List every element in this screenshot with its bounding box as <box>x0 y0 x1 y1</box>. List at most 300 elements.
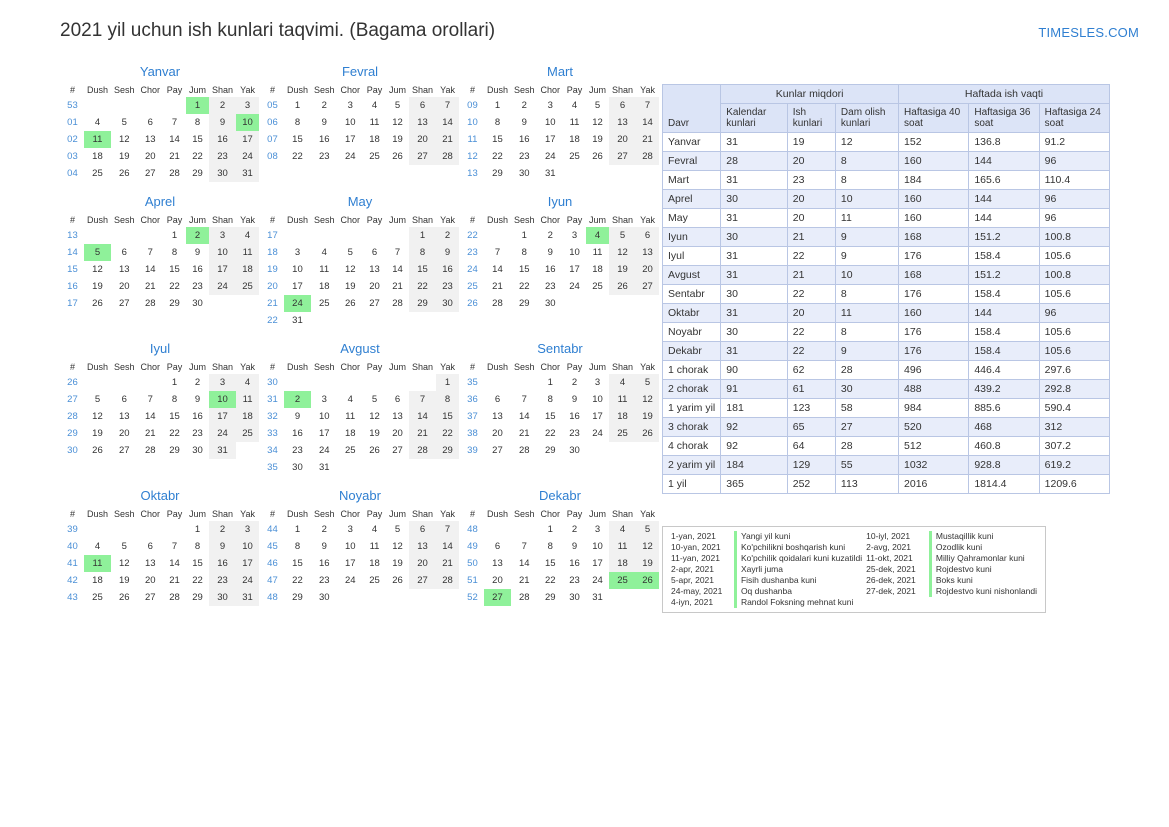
day-cell[interactable]: 19 <box>92 281 103 292</box>
day-cell[interactable]: 16 <box>569 558 580 569</box>
day-cell[interactable]: 8 <box>547 541 553 552</box>
day-cell[interactable]: 20 <box>118 281 130 292</box>
day-cell[interactable]: 9 <box>321 541 327 552</box>
day-cell[interactable]: 1 <box>521 230 527 241</box>
day-cell[interactable]: 29 <box>544 445 556 456</box>
day-cell[interactable]: 10 <box>344 117 356 128</box>
day-cell[interactable]: 17 <box>592 558 603 569</box>
day-cell[interactable]: 30 <box>318 592 330 603</box>
day-cell[interactable]: 8 <box>409 244 436 261</box>
day-cell[interactable]: 29 <box>544 592 556 603</box>
day-cell[interactable]: 4 <box>321 247 327 258</box>
day-cell[interactable]: 10 <box>209 244 236 261</box>
day-cell[interactable]: 18 <box>318 281 330 292</box>
day-cell[interactable]: 17 <box>236 555 259 572</box>
day-cell[interactable]: 9 <box>571 541 578 552</box>
day-cell[interactable]: 28 <box>518 445 530 456</box>
day-cell[interactable]: 6 <box>636 227 659 244</box>
day-cell[interactable]: 29 <box>436 442 459 459</box>
day-cell[interactable]: 13 <box>492 558 503 569</box>
day-cell[interactable]: 5 <box>594 100 601 111</box>
day-cell[interactable]: 5 <box>636 521 659 538</box>
day-cell[interactable]: 21 <box>518 428 530 439</box>
day-cell[interactable]: 19 <box>118 575 130 586</box>
day-cell[interactable]: 4 <box>347 394 353 405</box>
day-cell[interactable]: 31 <box>318 462 330 473</box>
day-cell[interactable]: 31 <box>292 315 303 326</box>
day-cell[interactable]: 2 <box>571 524 578 535</box>
day-cell[interactable]: 22 <box>169 428 180 439</box>
day-cell[interactable]: 19 <box>369 428 380 439</box>
day-cell[interactable]: 22 <box>292 575 303 586</box>
day-cell[interactable]: 11 <box>609 391 636 408</box>
day-cell[interactable]: 12 <box>592 117 603 128</box>
day-cell[interactable]: 2 <box>209 97 236 114</box>
day-cell[interactable]: 11 <box>369 117 380 128</box>
day-cell[interactable]: 17 <box>209 408 236 425</box>
day-cell[interactable]: 11 <box>84 555 111 572</box>
day-cell[interactable]: 31 <box>209 442 236 459</box>
day-cell[interactable]: 19 <box>636 408 659 425</box>
day-cell[interactable]: 18 <box>344 428 356 439</box>
day-cell[interactable]: 9 <box>547 247 553 258</box>
day-cell[interactable]: 11 <box>319 264 330 275</box>
day-cell[interactable]: 14 <box>436 114 459 131</box>
day-cell[interactable]: 6 <box>121 247 127 258</box>
day-cell[interactable]: 6 <box>371 247 378 258</box>
day-cell[interactable]: 9 <box>436 244 459 261</box>
day-cell[interactable]: 5 <box>609 227 636 244</box>
day-cell[interactable]: 13 <box>409 538 436 555</box>
day-cell[interactable]: 13 <box>144 558 156 569</box>
day-cell[interactable]: 12 <box>369 411 380 422</box>
day-cell[interactable]: 23 <box>209 148 236 165</box>
day-cell[interactable]: 25 <box>236 278 259 295</box>
day-cell[interactable]: 3 <box>321 394 327 405</box>
day-cell[interactable]: 2 <box>209 521 236 538</box>
day-cell[interactable]: 7 <box>436 97 459 114</box>
day-cell[interactable]: 31 <box>236 589 259 606</box>
day-cell[interactable]: 20 <box>636 261 659 278</box>
day-cell[interactable]: 29 <box>192 592 203 603</box>
day-cell[interactable]: 25 <box>236 425 259 442</box>
day-cell[interactable]: 19 <box>392 558 403 569</box>
day-cell[interactable]: 23 <box>518 151 530 162</box>
day-cell[interactable]: 1 <box>194 524 201 535</box>
day-cell[interactable]: 13 <box>492 411 503 422</box>
day-cell[interactable]: 25 <box>609 572 636 589</box>
day-cell[interactable]: 15 <box>169 264 180 275</box>
day-cell[interactable]: 25 <box>369 575 380 586</box>
day-cell[interactable]: 10 <box>209 391 236 408</box>
day-cell[interactable]: 4 <box>609 374 636 391</box>
day-cell[interactable]: 8 <box>547 394 553 405</box>
day-cell[interactable]: 24 <box>344 575 356 586</box>
day-cell[interactable]: 24 <box>284 295 311 312</box>
day-cell[interactable]: 20 <box>609 131 636 148</box>
day-cell[interactable]: 23 <box>569 575 580 586</box>
day-cell[interactable]: 17 <box>209 261 236 278</box>
day-cell[interactable]: 14 <box>144 264 156 275</box>
day-cell[interactable]: 29 <box>169 298 180 309</box>
day-cell[interactable]: 6 <box>147 117 153 128</box>
day-cell[interactable]: 28 <box>436 148 459 165</box>
day-cell[interactable]: 24 <box>569 281 580 292</box>
day-cell[interactable]: 8 <box>194 541 201 552</box>
day-cell[interactable]: 2 <box>194 377 201 388</box>
day-cell[interactable]: 30 <box>518 168 530 179</box>
day-cell[interactable]: 13 <box>118 411 130 422</box>
day-cell[interactable]: 23 <box>209 572 236 589</box>
day-cell[interactable]: 29 <box>192 168 203 179</box>
day-cell[interactable]: 9 <box>321 117 327 128</box>
day-cell[interactable]: 14 <box>169 134 180 145</box>
day-cell[interactable]: 15 <box>518 264 530 275</box>
day-cell[interactable]: 20 <box>409 555 436 572</box>
day-cell[interactable]: 3 <box>209 374 236 391</box>
day-cell[interactable]: 2 <box>547 230 553 241</box>
day-cell[interactable]: 28 <box>409 442 436 459</box>
day-cell[interactable]: 17 <box>569 264 580 275</box>
day-cell[interactable]: 3 <box>347 524 353 535</box>
day-cell[interactable]: 21 <box>436 131 459 148</box>
day-cell[interactable]: 19 <box>609 261 636 278</box>
day-cell[interactable]: 12 <box>392 541 403 552</box>
day-cell[interactable]: 2 <box>321 100 327 111</box>
day-cell[interactable]: 23 <box>292 445 303 456</box>
day-cell[interactable]: 10 <box>344 541 356 552</box>
day-cell[interactable]: 13 <box>392 411 403 422</box>
day-cell[interactable]: 3 <box>547 100 553 111</box>
day-cell[interactable]: 27 <box>409 572 436 589</box>
day-cell[interactable]: 24 <box>209 278 236 295</box>
day-cell[interactable]: 10 <box>318 411 330 422</box>
day-cell[interactable]: 20 <box>409 131 436 148</box>
day-cell[interactable]: 4 <box>609 521 636 538</box>
day-cell[interactable]: 8 <box>436 391 459 408</box>
day-cell[interactable]: 3 <box>236 97 259 114</box>
day-cell[interactable]: 8 <box>171 394 178 405</box>
day-cell[interactable]: 12 <box>609 244 636 261</box>
day-cell[interactable]: 27 <box>369 298 380 309</box>
day-cell[interactable]: 9 <box>294 411 301 422</box>
day-cell[interactable]: 26 <box>344 298 356 309</box>
day-cell[interactable]: 27 <box>392 445 403 456</box>
day-cell[interactable]: 2 <box>571 377 578 388</box>
day-cell[interactable]: 19 <box>636 555 659 572</box>
day-cell[interactable]: 10 <box>569 247 580 258</box>
day-cell[interactable]: 30 <box>209 589 236 606</box>
day-cell[interactable]: 15 <box>544 411 556 422</box>
day-cell[interactable]: 25 <box>569 151 580 162</box>
day-cell[interactable]: 16 <box>318 558 330 569</box>
day-cell[interactable]: 15 <box>292 558 303 569</box>
day-cell[interactable]: 5 <box>347 247 353 258</box>
day-cell[interactable]: 28 <box>169 592 180 603</box>
day-cell[interactable]: 12 <box>118 134 130 145</box>
day-cell[interactable]: 24 <box>592 428 603 439</box>
day-cell[interactable]: 20 <box>392 428 403 439</box>
day-cell[interactable]: 29 <box>518 298 530 309</box>
day-cell[interactable]: 23 <box>192 428 203 439</box>
day-cell[interactable]: 29 <box>409 295 436 312</box>
day-cell[interactable]: 17 <box>318 428 330 439</box>
day-cell[interactable]: 31 <box>544 168 556 179</box>
day-cell[interactable]: 2 <box>321 524 327 535</box>
day-cell[interactable]: 25 <box>592 281 603 292</box>
day-cell[interactable]: 10 <box>592 394 603 405</box>
day-cell[interactable]: 20 <box>492 428 503 439</box>
day-cell[interactable]: 16 <box>518 134 530 145</box>
day-cell[interactable]: 11 <box>236 244 259 261</box>
day-cell[interactable]: 8 <box>521 247 527 258</box>
day-cell[interactable]: 6 <box>409 97 436 114</box>
day-cell[interactable]: 18 <box>569 134 580 145</box>
day-cell[interactable]: 9 <box>194 394 201 405</box>
day-cell[interactable]: 14 <box>144 411 156 422</box>
day-cell[interactable]: 1 <box>186 97 209 114</box>
day-cell[interactable]: 9 <box>194 247 201 258</box>
day-cell[interactable]: 21 <box>392 281 403 292</box>
day-cell[interactable]: 7 <box>409 391 436 408</box>
day-cell[interactable]: 23 <box>192 281 203 292</box>
day-cell[interactable]: 21 <box>436 555 459 572</box>
day-cell[interactable]: 26 <box>369 445 380 456</box>
day-cell[interactable]: 4 <box>371 100 378 111</box>
day-cell[interactable]: 6 <box>409 521 436 538</box>
day-cell[interactable]: 30 <box>209 165 236 182</box>
day-cell[interactable]: 16 <box>192 411 203 422</box>
day-cell[interactable]: 23 <box>318 151 330 162</box>
day-cell[interactable]: 27 <box>118 445 130 456</box>
day-cell[interactable]: 20 <box>492 575 503 586</box>
day-cell[interactable]: 12 <box>636 391 659 408</box>
day-cell[interactable]: 13 <box>636 244 659 261</box>
day-cell[interactable]: 21 <box>144 428 156 439</box>
day-cell[interactable]: 12 <box>636 538 659 555</box>
day-cell[interactable]: 18 <box>236 408 259 425</box>
day-cell[interactable]: 7 <box>394 247 401 258</box>
day-cell[interactable]: 30 <box>192 445 203 456</box>
day-cell[interactable]: 24 <box>344 151 356 162</box>
day-cell[interactable]: 11 <box>592 247 603 258</box>
day-cell[interactable]: 27 <box>118 298 130 309</box>
day-cell[interactable]: 3 <box>236 521 259 538</box>
day-cell[interactable]: 18 <box>92 575 103 586</box>
day-cell[interactable]: 6 <box>121 394 127 405</box>
day-cell[interactable]: 17 <box>592 411 603 422</box>
day-cell[interactable]: 21 <box>409 425 436 442</box>
day-cell[interactable]: 1 <box>436 374 459 391</box>
day-cell[interactable]: 6 <box>394 394 401 405</box>
day-cell[interactable]: 14 <box>492 264 503 275</box>
day-cell[interactable]: 26 <box>92 298 103 309</box>
day-cell[interactable]: 20 <box>144 151 156 162</box>
day-cell[interactable]: 12 <box>92 264 103 275</box>
day-cell[interactable]: 29 <box>292 592 303 603</box>
day-cell[interactable]: 3 <box>209 227 236 244</box>
day-cell[interactable]: 27 <box>409 148 436 165</box>
day-cell[interactable]: 21 <box>169 151 180 162</box>
day-cell[interactable]: 25 <box>609 425 636 442</box>
day-cell[interactable]: 25 <box>92 168 103 179</box>
day-cell[interactable]: 7 <box>636 97 659 114</box>
day-cell[interactable]: 4 <box>571 100 578 111</box>
day-cell[interactable]: 14 <box>436 538 459 555</box>
day-cell[interactable]: 14 <box>636 114 659 131</box>
day-cell[interactable]: 26 <box>636 425 659 442</box>
day-cell[interactable]: 10 <box>236 538 259 555</box>
day-cell[interactable]: 30 <box>436 295 459 312</box>
day-cell[interactable]: 16 <box>569 411 580 422</box>
day-cell[interactable]: 27 <box>492 445 503 456</box>
day-cell[interactable]: 16 <box>209 555 236 572</box>
day-cell[interactable]: 27 <box>144 592 156 603</box>
day-cell[interactable]: 13 <box>144 134 156 145</box>
day-cell[interactable]: 1 <box>494 100 501 111</box>
day-cell[interactable]: 18 <box>369 558 380 569</box>
day-cell[interactable]: 5 <box>394 100 401 111</box>
day-cell[interactable]: 15 <box>192 558 203 569</box>
day-cell[interactable]: 22 <box>492 151 503 162</box>
day-cell[interactable]: 22 <box>169 281 180 292</box>
day-cell[interactable]: 26 <box>392 575 403 586</box>
day-cell[interactable]: 16 <box>436 261 459 278</box>
day-cell[interactable]: 1 <box>294 524 301 535</box>
day-cell[interactable]: 17 <box>292 281 303 292</box>
day-cell[interactable]: 15 <box>409 261 436 278</box>
day-cell[interactable]: 11 <box>236 391 259 408</box>
day-cell[interactable]: 5 <box>394 524 401 535</box>
day-cell[interactable]: 2 <box>186 227 209 244</box>
day-cell[interactable]: 8 <box>294 541 301 552</box>
day-cell[interactable]: 4 <box>94 117 101 128</box>
day-cell[interactable]: 6 <box>494 394 501 405</box>
day-cell[interactable]: 22 <box>192 151 203 162</box>
day-cell[interactable]: 11 <box>369 541 380 552</box>
day-cell[interactable]: 14 <box>409 408 436 425</box>
day-cell[interactable]: 7 <box>494 247 501 258</box>
day-cell[interactable]: 9 <box>521 117 527 128</box>
day-cell[interactable]: 7 <box>147 247 153 258</box>
day-cell[interactable]: 28 <box>144 445 156 456</box>
day-cell[interactable]: 22 <box>544 428 556 439</box>
day-cell[interactable]: 12 <box>392 117 403 128</box>
day-cell[interactable]: 3 <box>594 377 601 388</box>
day-cell[interactable]: 15 <box>192 134 203 145</box>
day-cell[interactable]: 1 <box>547 377 553 388</box>
day-cell[interactable]: 18 <box>92 151 103 162</box>
day-cell[interactable]: 3 <box>594 524 601 535</box>
day-cell[interactable]: 8 <box>194 117 201 128</box>
day-cell[interactable]: 10 <box>292 264 303 275</box>
day-cell[interactable]: 19 <box>592 134 603 145</box>
day-cell[interactable]: 5 <box>121 541 127 552</box>
day-cell[interactable]: 26 <box>592 151 603 162</box>
day-cell[interactable]: 28 <box>636 148 659 165</box>
day-cell[interactable]: 24 <box>544 151 556 162</box>
day-cell[interactable]: 14 <box>392 264 403 275</box>
day-cell[interactable]: 11 <box>345 411 356 422</box>
day-cell[interactable]: 19 <box>344 281 356 292</box>
day-cell[interactable]: 30 <box>569 445 580 456</box>
day-cell[interactable]: 29 <box>169 445 180 456</box>
day-cell[interactable]: 28 <box>518 592 530 603</box>
day-cell[interactable]: 17 <box>544 134 556 145</box>
day-cell[interactable]: 21 <box>144 281 156 292</box>
day-cell[interactable]: 18 <box>592 264 603 275</box>
day-cell[interactable]: 28 <box>169 168 180 179</box>
day-cell[interactable]: 9 <box>571 394 578 405</box>
day-cell[interactable]: 7 <box>521 541 527 552</box>
day-cell[interactable]: 15 <box>492 134 503 145</box>
day-cell[interactable]: 7 <box>436 521 459 538</box>
day-cell[interactable]: 22 <box>292 151 303 162</box>
day-cell[interactable]: 27 <box>144 168 156 179</box>
day-cell[interactable]: 16 <box>292 428 303 439</box>
day-cell[interactable]: 29 <box>492 168 503 179</box>
day-cell[interactable]: 15 <box>169 411 180 422</box>
day-cell[interactable]: 18 <box>369 134 380 145</box>
day-cell[interactable]: 4 <box>371 524 378 535</box>
day-cell[interactable]: 9 <box>209 114 236 131</box>
day-cell[interactable]: 7 <box>521 394 527 405</box>
day-cell[interactable]: 7 <box>147 394 153 405</box>
day-cell[interactable]: 13 <box>118 264 130 275</box>
day-cell[interactable]: 31 <box>592 592 603 603</box>
day-cell[interactable]: 11 <box>84 131 111 148</box>
day-cell[interactable]: 7 <box>171 541 178 552</box>
day-cell[interactable]: 19 <box>392 134 403 145</box>
day-cell[interactable]: 1 <box>409 227 436 244</box>
day-cell[interactable]: 17 <box>344 558 356 569</box>
day-cell[interactable]: 25 <box>344 445 356 456</box>
day-cell[interactable]: 1 <box>294 100 301 111</box>
day-cell[interactable]: 18 <box>609 408 636 425</box>
day-cell[interactable]: 15 <box>436 408 459 425</box>
day-cell[interactable]: 24 <box>236 148 259 165</box>
day-cell[interactable]: 12 <box>92 411 103 422</box>
day-cell[interactable]: 26 <box>118 168 130 179</box>
day-cell[interactable]: 30 <box>569 592 580 603</box>
day-cell[interactable]: 22 <box>518 281 530 292</box>
day-cell[interactable]: 22 <box>544 575 556 586</box>
day-cell[interactable]: 30 <box>544 298 556 309</box>
day-cell[interactable]: 10 <box>236 114 259 131</box>
day-cell[interactable]: 3 <box>294 247 301 258</box>
day-cell[interactable]: 23 <box>436 278 459 295</box>
day-cell[interactable]: 3 <box>571 230 578 241</box>
day-cell[interactable]: 11 <box>609 538 636 555</box>
day-cell[interactable]: 30 <box>192 298 203 309</box>
day-cell[interactable]: 17 <box>344 134 356 145</box>
day-cell[interactable]: 2 <box>436 227 459 244</box>
day-cell[interactable]: 28 <box>144 298 156 309</box>
day-cell[interactable]: 26 <box>118 592 130 603</box>
day-cell[interactable]: 26 <box>636 572 659 589</box>
day-cell[interactable]: 7 <box>171 117 178 128</box>
day-cell[interactable]: 20 <box>369 281 380 292</box>
day-cell[interactable]: 14 <box>169 558 180 569</box>
day-cell[interactable]: 1 <box>547 524 553 535</box>
day-cell[interactable]: 6 <box>494 541 501 552</box>
day-cell[interactable]: 11 <box>569 117 580 128</box>
day-cell[interactable]: 28 <box>392 298 403 309</box>
day-cell[interactable]: 27 <box>609 148 636 165</box>
day-cell[interactable]: 6 <box>147 541 153 552</box>
day-cell[interactable]: 26 <box>392 151 403 162</box>
day-cell[interactable]: 16 <box>209 131 236 148</box>
